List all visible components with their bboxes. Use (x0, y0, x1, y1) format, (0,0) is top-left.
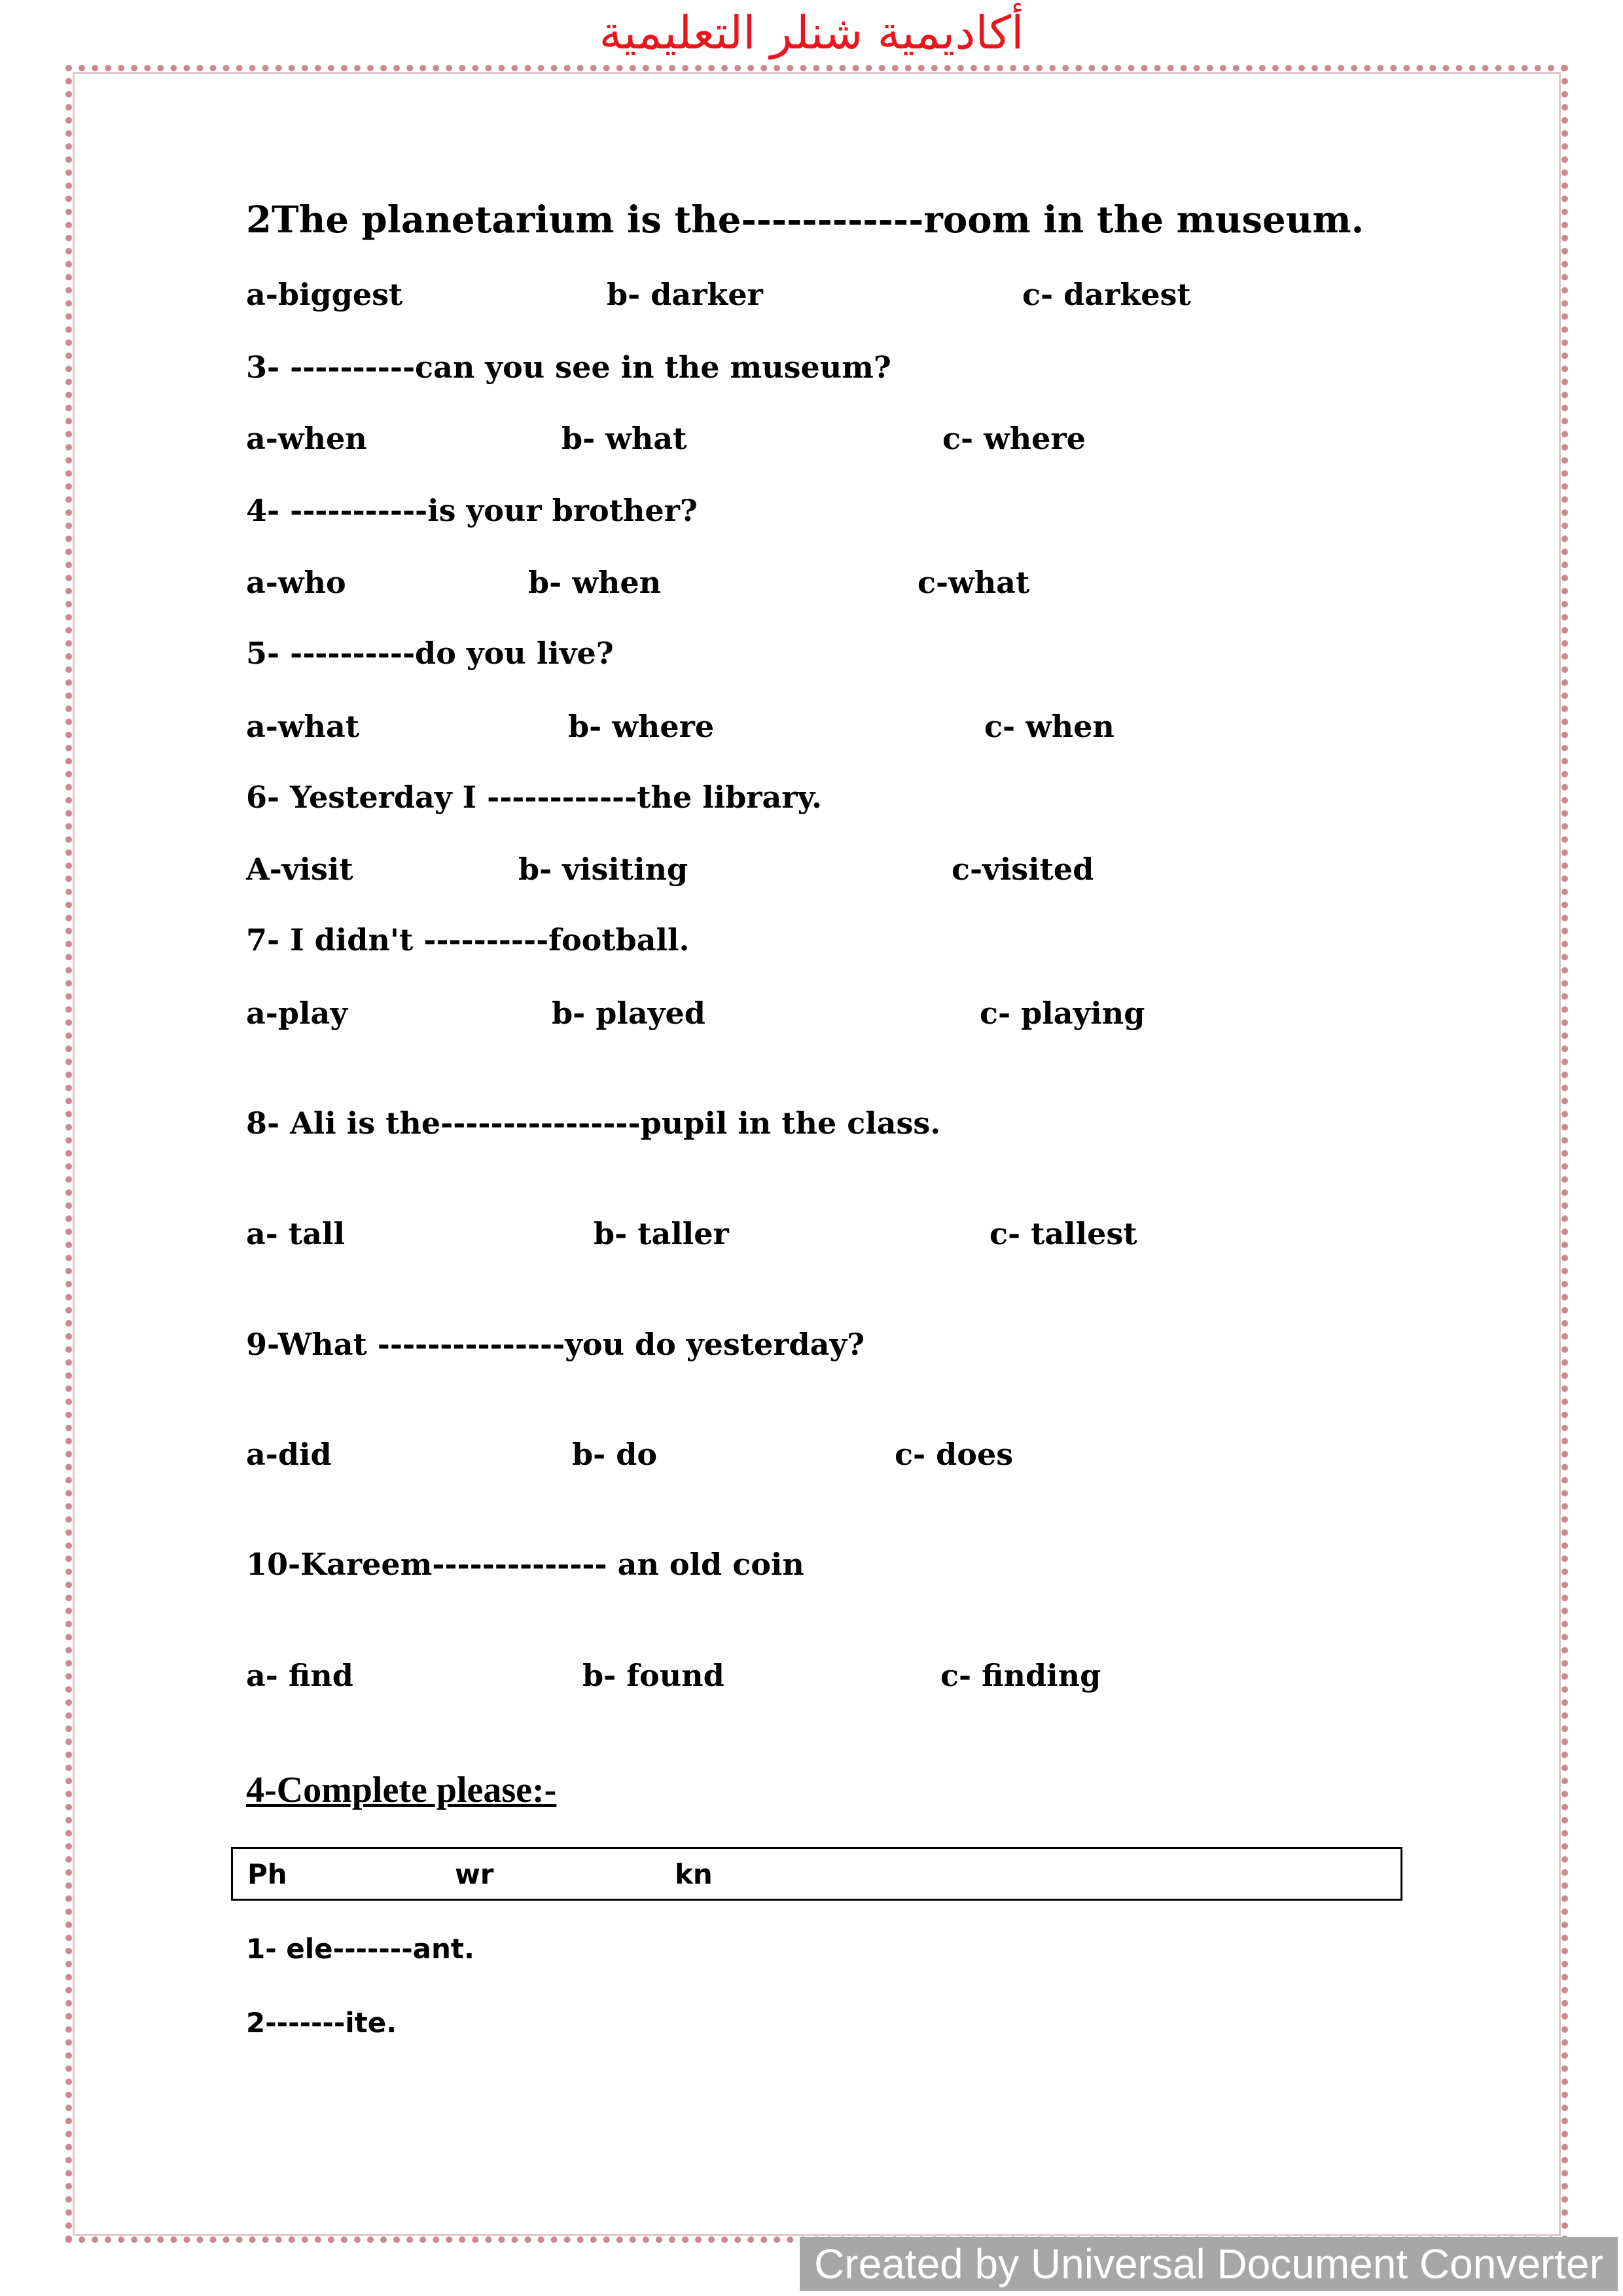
question-4: 4- -----------is your brother? (246, 493, 698, 528)
option-8b: b- taller (594, 1216, 729, 1251)
option-3c: c- where (942, 421, 1086, 456)
option-7b: b- played (552, 996, 705, 1031)
watermark-banner: Created by Universal Document Converter (800, 2237, 1618, 2291)
option-10a: a- find (246, 1658, 353, 1693)
option-2c: c- darkest (1022, 277, 1191, 312)
option-9a: a-did (246, 1437, 332, 1472)
option-2a: a-biggest (246, 277, 403, 312)
option-4b: b- when (528, 565, 662, 600)
option-3a: a-when (246, 421, 367, 456)
option-9b: b- do (572, 1437, 658, 1472)
option-3b: b- what (562, 421, 687, 456)
word-bank-box (231, 1847, 1402, 1901)
option-5c: c- when (984, 709, 1115, 744)
complete-item-2: 2-------ite. (246, 2007, 397, 2039)
option-6a: A-visit (246, 852, 353, 887)
word-bank-kn: kn (675, 1858, 713, 1890)
option-4a: a-who (246, 565, 346, 600)
question-2: 2The planetarium is the------------room in the museum. (246, 198, 1364, 242)
option-7c: c- playing (980, 996, 1145, 1031)
question-8: 8- Ali is the----------------pupil in the class. (246, 1105, 941, 1141)
option-2b: b- darker (607, 277, 763, 312)
option-4c: c-what (918, 565, 1030, 600)
complete-heading: 4-Complete please:- (246, 1770, 557, 1810)
option-5a: a-what (246, 709, 359, 744)
page-border (65, 65, 1568, 2243)
question-3: 3- ----------can you see in the museum? (246, 350, 891, 385)
option-10b: b- found (582, 1658, 724, 1693)
header-title: أكاديمية شنلر التعليمية (599, 6, 1024, 60)
option-8a: a- tall (246, 1216, 345, 1251)
question-5: 5- ----------do you live? (246, 636, 614, 671)
option-8c: c- tallest (990, 1216, 1137, 1251)
complete-item-1: 1- ele-------ant. (246, 1933, 474, 1965)
question-6: 6- Yesterday I ------------the library. (246, 780, 823, 815)
question-7: 7- I didn't ----------football. (246, 922, 690, 958)
option-6c: c-visited (952, 852, 1094, 887)
option-7a: a-play (246, 996, 348, 1031)
option-10c: c- finding (940, 1658, 1101, 1693)
word-bank-ph: Ph (247, 1858, 287, 1890)
option-9c: c- does (895, 1437, 1014, 1472)
option-6b: b- visiting (518, 852, 688, 887)
question-9: 9-What ---------------you do yesterday? (246, 1327, 865, 1362)
question-10: 10-Kareem-------------- an old coin (246, 1547, 804, 1582)
option-5b: b- where (568, 709, 715, 744)
word-bank-wr: wr (455, 1858, 494, 1890)
